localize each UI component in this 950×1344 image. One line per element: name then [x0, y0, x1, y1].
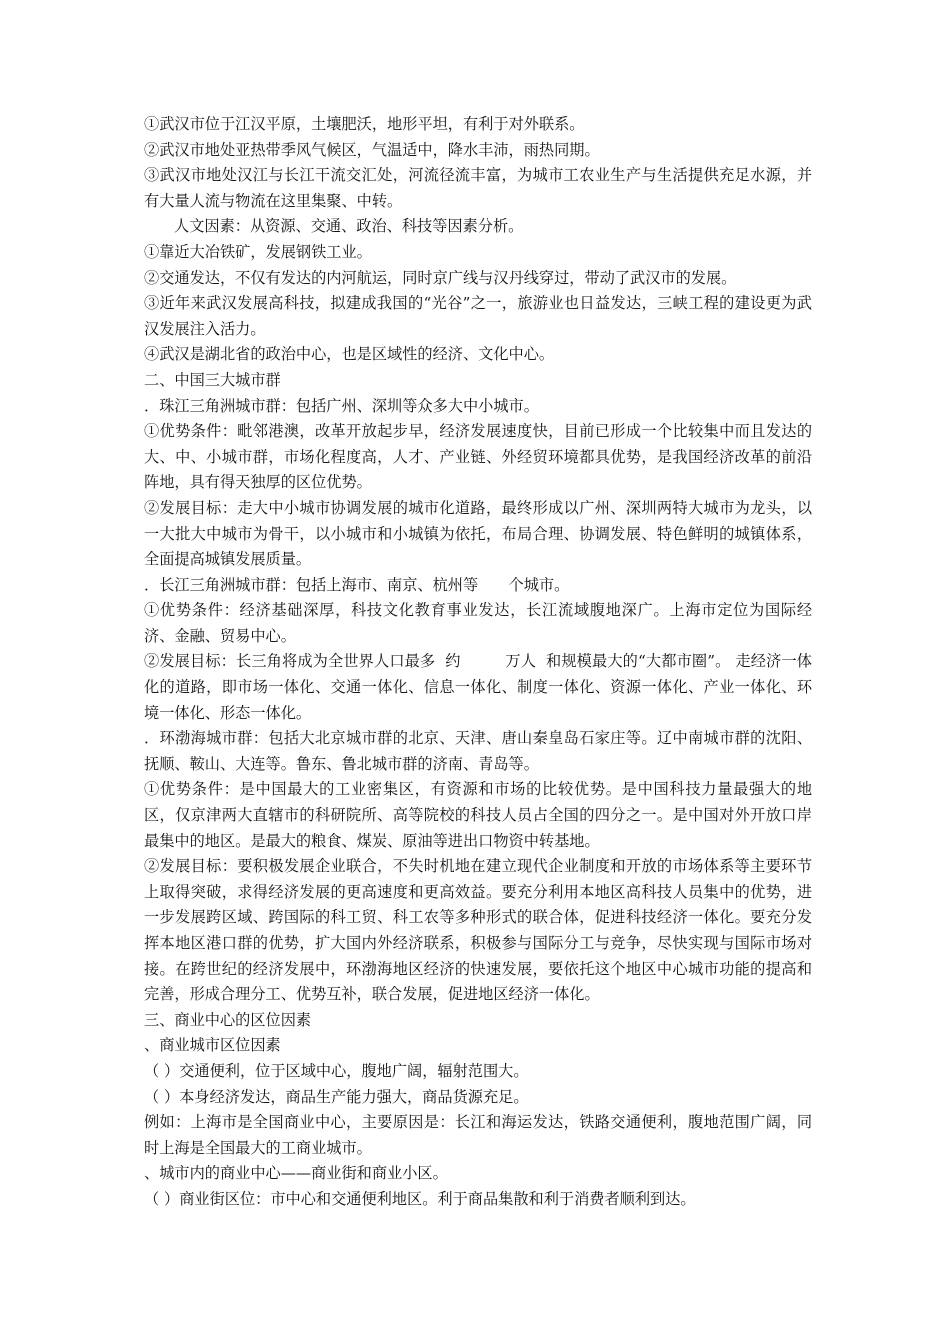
paragraph: （ ）商业街区位：市中心和交通便利地区。利于商品集散和利于消费者顺利到达。 — [144, 1189, 696, 1208]
section-heading: 三、商业中心的区位因素 — [144, 1010, 312, 1029]
paragraph: ②发展目标：要积极发展企业联合，不失时机地在建立现代企业制度和开放的市场体系等主要环节上取得突破，求得经济发展的更高速度和更高效益。要充分利用本地区高科技人员集中的优势，进一步发展跨区域、跨国际的科工贸、科工农等多种形式的联合体，促进科技经济一体化。要充分发挥本地区港口群的优势，扩大国内外经济联系，积极参与国际分工与竞争，尽快实现与国际市场对接。在跨世纪的经济发展中，环渤海地区经济的快速发展，要依托这个地区中心城市功能的提高和完善，形成合理分工、优势互补，联合发展，促进地区经济一体化。 — [144, 857, 812, 1004]
paragraph: ③武汉市地处汉江与长江干流交汇处，河流径流丰富，为城市工农业生产与生活提供充足水源，并有大量人流与物流在这里集聚、中转。 — [144, 166, 812, 210]
paragraph: （ ）本身经济发达，商品生产能力强大，商品货源充足。 — [144, 1087, 529, 1106]
paragraph: ①优势条件：毗邻港澳，改革开放起步早，经济发展速度快，目前已形成一个比较集中而且发达的大、中、小城市群，市场化程度高，人才、产业链、外经贸环境都具优势，是我国经济改革的前沿阵地，具有得天独厚的区位优势。 — [144, 422, 812, 492]
subsection-heading: ．环渤海城市群：包括大北京城市群的北京、天津、唐山秦皇岛石家庄等。辽中南城市群的沈阳、抚顺、鞍山、大连等。鲁东、鲁北城市群的济南、青岛等。 — [144, 729, 812, 773]
paragraph-subheading: 人文因素：从资源、交通、政治、科技等因素分析。 — [174, 217, 524, 236]
subsection-heading: ．长江三角洲城市群：包括上海市、南京、杭州等 个城市。 — [144, 575, 570, 594]
paragraph: ①优势条件：是中国最大的工业密集区，有资源和市场的比较优势。是中国科技力量最强大的地区，仅京津两大直辖市的科研院所、高等院校的科技人员占全国的四分之一。是中国对外开放口岸最集中的地区。是最大的粮食、煤炭、原油等进出口物资中转基地。 — [144, 780, 812, 850]
subsection-heading: ．珠江三角洲城市群：包括广州、深圳等众多大中小城市。 — [144, 396, 539, 415]
section-heading: 二、中国三大城市群 — [144, 370, 281, 389]
paragraph: ④武汉是湖北省的政治中心，也是区域性的经济、文化中心。 — [144, 345, 555, 364]
paragraph: ②武汉市地处亚热带季风气候区，气温适中，降水丰沛，雨热同期。 — [144, 140, 600, 159]
paragraph: 例如：上海市是全国商业中心，主要原因是：长江和海运发达，铁路交通便利，腹地范围广阔，同时上海是全国最大的工商业城市。 — [144, 1113, 812, 1157]
subsection-heading: 、商业城市区位因素 — [144, 1036, 281, 1055]
paragraph: ③近年来武汉发展高科技，拟建成我国的“光谷”之一，旅游业也日益发达，三峡工程的建设更为武汉发展注入活力。 — [144, 294, 812, 338]
paragraph: （ ）交通便利，位于区域中心，腹地广阔，辐射范围大。 — [144, 1061, 529, 1080]
paragraph: ②发展目标：走大中小城市协调发展的城市化道路，最终形成以广州、深圳两特大城市为龙头，以一大批大中城市为骨干，以小城市和小城镇为依托，布局合理、协调发展、特色鲜明的城镇体系，全面提高城镇发展质量。 — [144, 498, 812, 569]
subsection-heading: 、城市内的商业中心——商业街和商业小区。 — [144, 1164, 448, 1183]
paragraph: ①优势条件：经济基础深厚，科技文化教育事业发达，长江流域腹地深广。上海市定位为国际经济、金融、贸易中心。 — [144, 601, 812, 645]
document-page — [144, 112, 812, 1213]
paragraph: ②发展目标：长三角将成为全世界人口最多 约 万人 和规模最大的“大都市圈”。 走经济一体化的道路，即市场一体化、交通一体化、信息一体化、制度一体化、资源一体化、产业一体化、环境一体化、形态一体化。 — [144, 652, 812, 722]
paragraph: ②交通发达，不仅有发达的内河航运，同时京广线与汉丹线穿过，带动了武汉市的发展。 — [144, 268, 737, 287]
paragraph: ①靠近大冶铁矿，发展钢铁工业。 — [144, 242, 372, 261]
paragraph: ①武汉市位于江汉平原，土壤肥沃，地形平坦，有利于对外联系。 — [144, 115, 585, 133]
